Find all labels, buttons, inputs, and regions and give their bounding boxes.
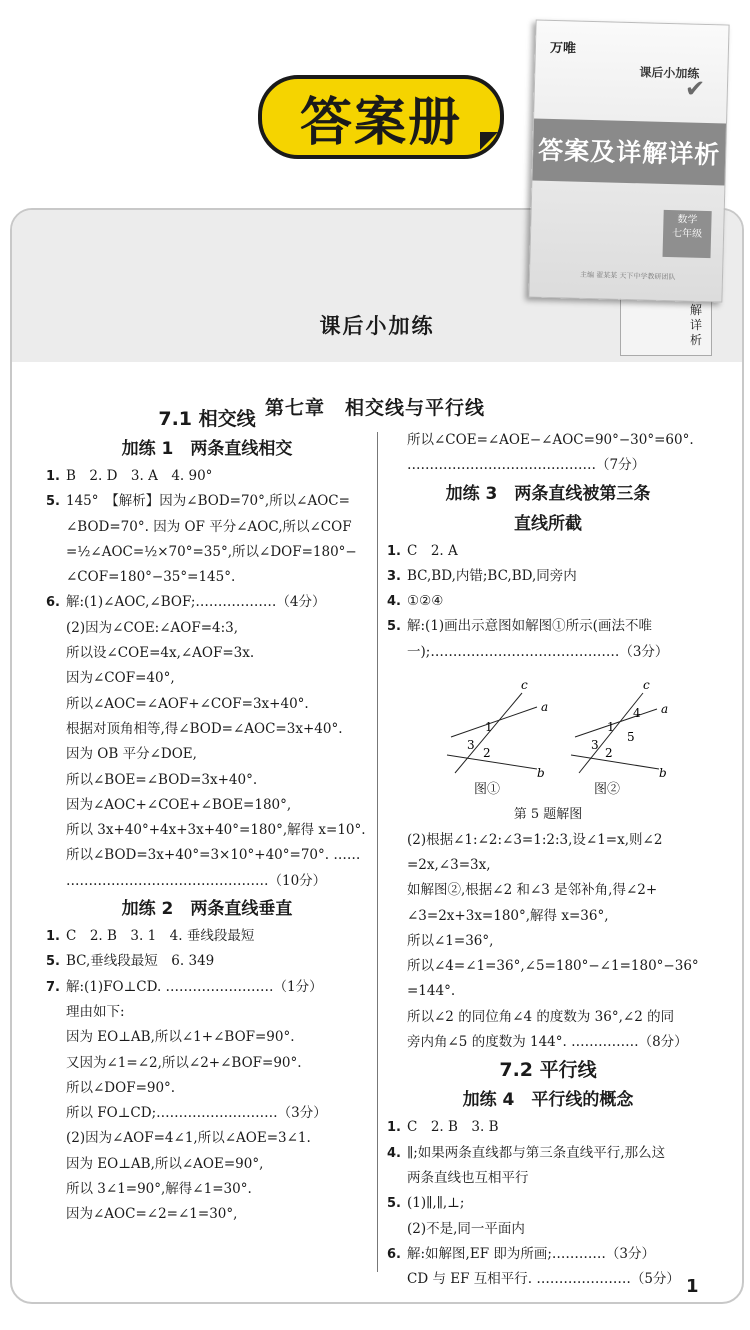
answer-line: 所以∠1=36°,	[407, 932, 494, 949]
answer-line: 因为 OB 平分∠DOE,	[66, 746, 197, 763]
spine-char: 析	[689, 333, 702, 347]
answer-text: BC,BD,内错;BC,BD,同旁内	[407, 567, 577, 584]
answer-line: (2)因为∠COE:∠AOF=4:3,	[66, 619, 239, 636]
fig1-line-a	[451, 707, 537, 737]
section-heading: 7.2 平行线	[499, 1059, 597, 1082]
answer-text: C 2. A	[407, 542, 458, 559]
question-number: 6.	[46, 595, 60, 611]
fig2-caption: 图②	[593, 782, 620, 798]
answer-text: 解:(1)FO⊥CD. ……………………（1分）	[66, 978, 323, 995]
spine-char: 解	[689, 303, 702, 317]
answer-line: ∠BOD=70°. 因为 OF 平分∠AOC,所以∠COF	[66, 518, 352, 535]
band-title: 课后小加练	[319, 314, 435, 338]
answer-line: 所以∠2 的同位角∠4 的度数为 36°,∠2 的同	[407, 1008, 675, 1025]
cover-grade: 七年级	[671, 228, 703, 240]
cover-subject-tag	[663, 210, 712, 258]
question-number: 5.	[46, 954, 60, 970]
subsection-heading: 加练 3 两条直线被第三条	[445, 483, 651, 504]
cover-subject: 数学	[677, 214, 698, 226]
answer-text: C 2. B 3. B	[407, 1119, 499, 1136]
question-number: 1.	[46, 929, 60, 945]
answer-line: 理由如下:	[66, 1003, 125, 1020]
figure-svg	[387, 665, 709, 783]
fig2-label-a: a	[661, 702, 669, 717]
fig1-label-b: b	[537, 766, 545, 781]
question-number: 1.	[387, 1120, 401, 1136]
question-number: 1.	[387, 543, 401, 559]
answer-book-badge: 答案册	[258, 75, 504, 159]
answer-text: 145° 【解析】因为∠BOD=70°,所以∠AOC=	[66, 493, 350, 510]
fig1-angle-1: 1	[485, 720, 493, 735]
answer-line: 所以∠COE=∠AOE−∠AOC=90°−30°=60°.	[407, 432, 694, 448]
spine-char: 详	[689, 318, 702, 332]
answer-line: ……………………………………（7分）	[407, 457, 646, 474]
question-line	[387, 1115, 709, 1140]
answer-line: ∠COF=180°−35°=145°.	[66, 569, 236, 586]
fig2-label-b: b	[659, 766, 667, 781]
question-number: 3.	[387, 568, 401, 584]
column-divider	[377, 432, 378, 1272]
cover-series: 课后小加练	[639, 65, 700, 81]
answer-line: 一);……………………………………（3分）	[407, 643, 669, 660]
answer-line: 又因为∠1=∠2,所以∠2+∠BOF=90°.	[66, 1054, 302, 1071]
answer-line: 所以∠BOD=3x+40°=3×10°+40°=70°. ……	[66, 847, 361, 864]
answer-line: =½∠AOC=½×70°=35°,所以∠DOF=180°−	[66, 543, 357, 560]
answer-text: ①②④	[407, 593, 444, 610]
cover-brand: 万唯	[549, 40, 577, 57]
subsection-heading: 加练 4 平行线的概念	[462, 1090, 634, 1111]
badge-tail	[480, 132, 498, 150]
answer-line: 所以∠AOC=∠AOF+∠COF=3x+40°.	[66, 695, 309, 712]
fig2-label-c: c	[643, 678, 650, 693]
answer-text: BC,垂线段最短 6. 349	[66, 953, 215, 970]
question-number: 1.	[46, 469, 60, 484]
answer-line: 因为∠AOC=∠2=∠1=30°,	[66, 1206, 238, 1223]
answer-text: 解:如解图,EF 即为所画;…………（3分）	[407, 1245, 655, 1262]
right-column-top	[387, 428, 709, 665]
answer-line: (2)因为∠AOF=4∠1,所以∠AOE=3∠1.	[66, 1130, 311, 1147]
answer-text: 解:(1)∠AOC,∠BOF;………………（4分）	[66, 594, 326, 611]
subsection-heading: 加练 2 两条直线垂直	[121, 899, 293, 920]
answer-line: 因为∠AOC+∠COE+∠BOE=180°,	[66, 796, 292, 813]
answer-line: 因为∠COF=40°,	[66, 670, 175, 687]
question-line	[387, 589, 709, 614]
fig2-angle-5: 5	[627, 730, 635, 745]
answer-text: C 2. B 3. 1 4. 垂线段最短	[66, 928, 255, 945]
right-column	[387, 428, 709, 1292]
answer-line: 根据对顶角相等,得∠BOD=∠AOC=3x+40°.	[66, 720, 343, 737]
answer-line: 所以 3∠1=90°,解得∠1=30°.	[66, 1181, 252, 1198]
chapter-title: 第七章 相交线与平行线	[264, 397, 485, 419]
answer-line: 两条直线也互相平行	[407, 1169, 529, 1186]
question-line	[46, 464, 368, 489]
question-line	[46, 924, 368, 949]
question-line	[387, 564, 709, 589]
question-number: 6.	[387, 1246, 401, 1262]
question-line	[387, 1191, 709, 1216]
question-number: 7.	[46, 979, 60, 995]
section-heading: 7.1 相交线	[158, 408, 256, 430]
answer-text: (1)∥,∥,⊥;	[407, 1195, 465, 1212]
question-line	[46, 489, 368, 514]
figure-2	[571, 678, 668, 780]
question-line	[46, 590, 368, 615]
checkmark-icon: ✔	[684, 74, 706, 103]
answer-line: 因为 EO⊥AB,所以∠1+∠BOF=90°.	[66, 1029, 295, 1046]
subsection-heading: 直线所截	[514, 513, 582, 534]
answer-text: ∥;如果两条直线都与第三条直线平行,那么这	[407, 1144, 666, 1161]
answer-line: 因为 EO⊥AB,所以∠AOE=90°,	[66, 1155, 264, 1172]
answer-text: 解:(1)画出示意图如解图①所示(画法不唯	[407, 618, 652, 635]
question-number: 5.	[387, 619, 401, 635]
fig1-angle-3: 3	[467, 738, 475, 753]
solution-figure	[387, 665, 709, 783]
cover-title: 答案及详解详析	[537, 135, 721, 170]
fig2-angle-3: 3	[591, 738, 599, 753]
figure-1	[447, 678, 548, 780]
answer-line: =2x,∠3=3x,	[407, 856, 491, 873]
question-number: 4.	[387, 1145, 401, 1161]
answer-line: =144°.	[407, 983, 456, 1000]
answer-line: 所以 FO⊥CD;………………………（3分）	[66, 1105, 327, 1122]
question-number: 5.	[46, 494, 60, 510]
fig2-angle-1: 1	[607, 720, 615, 735]
fig2-line-a	[575, 709, 657, 737]
question-line	[46, 975, 368, 1000]
answer-line: 所以∠4=∠1=36°,∠5=180°−∠1=180°−36°	[407, 958, 699, 975]
question-line	[46, 949, 368, 974]
cover-credits: 主编 翟某某 天下中学教研团队	[579, 270, 676, 282]
answer-line: 所以 3x+40°+4x+3x+40°=180°,解得 x=10°.	[66, 822, 366, 839]
fig1-angle-2: 2	[483, 746, 491, 761]
fig1-caption: 图①	[473, 782, 500, 798]
answer-line: 所以∠DOF=90°.	[66, 1079, 176, 1096]
subsection-heading: 加练 1 两条直线相交	[121, 439, 293, 459]
question-number: 4.	[387, 594, 401, 610]
left-column	[46, 404, 368, 1228]
answer-line: (2)不是,同一平面内	[407, 1220, 525, 1237]
question-line	[387, 614, 709, 639]
question-number: 5.	[387, 1196, 401, 1212]
fig2-angle-2: 2	[605, 746, 613, 761]
answer-line: 所以设∠COE=4x,∠AOF=3x.	[66, 645, 255, 662]
answer-line: ∠3=2x+3x=180°,解得 x=36°,	[407, 907, 609, 924]
answer-line: CD 与 EF 互相平行. …………………（5分）	[407, 1271, 680, 1288]
answer-line: 所以∠BOE=∠BOD=3x+40°.	[66, 771, 258, 788]
fig1-label-a: a	[541, 700, 549, 715]
question-line	[387, 1242, 709, 1267]
answer-line: ………………………………………（10分）	[66, 872, 327, 889]
question-line	[387, 1141, 709, 1166]
answer-line: 旁内角∠5 的度数为 144°. ……………（8分）	[407, 1034, 688, 1051]
answer-text: B 2. D 3. A 4. 90°	[66, 468, 213, 484]
fig1-label-c: c	[521, 678, 528, 693]
fig2-angle-4: 4	[633, 706, 641, 721]
right-column-bottom	[387, 828, 709, 1293]
answer-line: 如解图②,根据∠2 和∠3 是邻补角,得∠2+	[407, 882, 658, 899]
question-line	[387, 539, 709, 564]
page-number: 1	[686, 1276, 699, 1297]
answer-line: (2)根据∠1:∠2:∠3=1:2:3,设∠1=x,则∠2	[407, 831, 663, 848]
figure-caption: 第 5 题解图	[513, 807, 583, 823]
book-cover-image	[528, 20, 729, 303]
